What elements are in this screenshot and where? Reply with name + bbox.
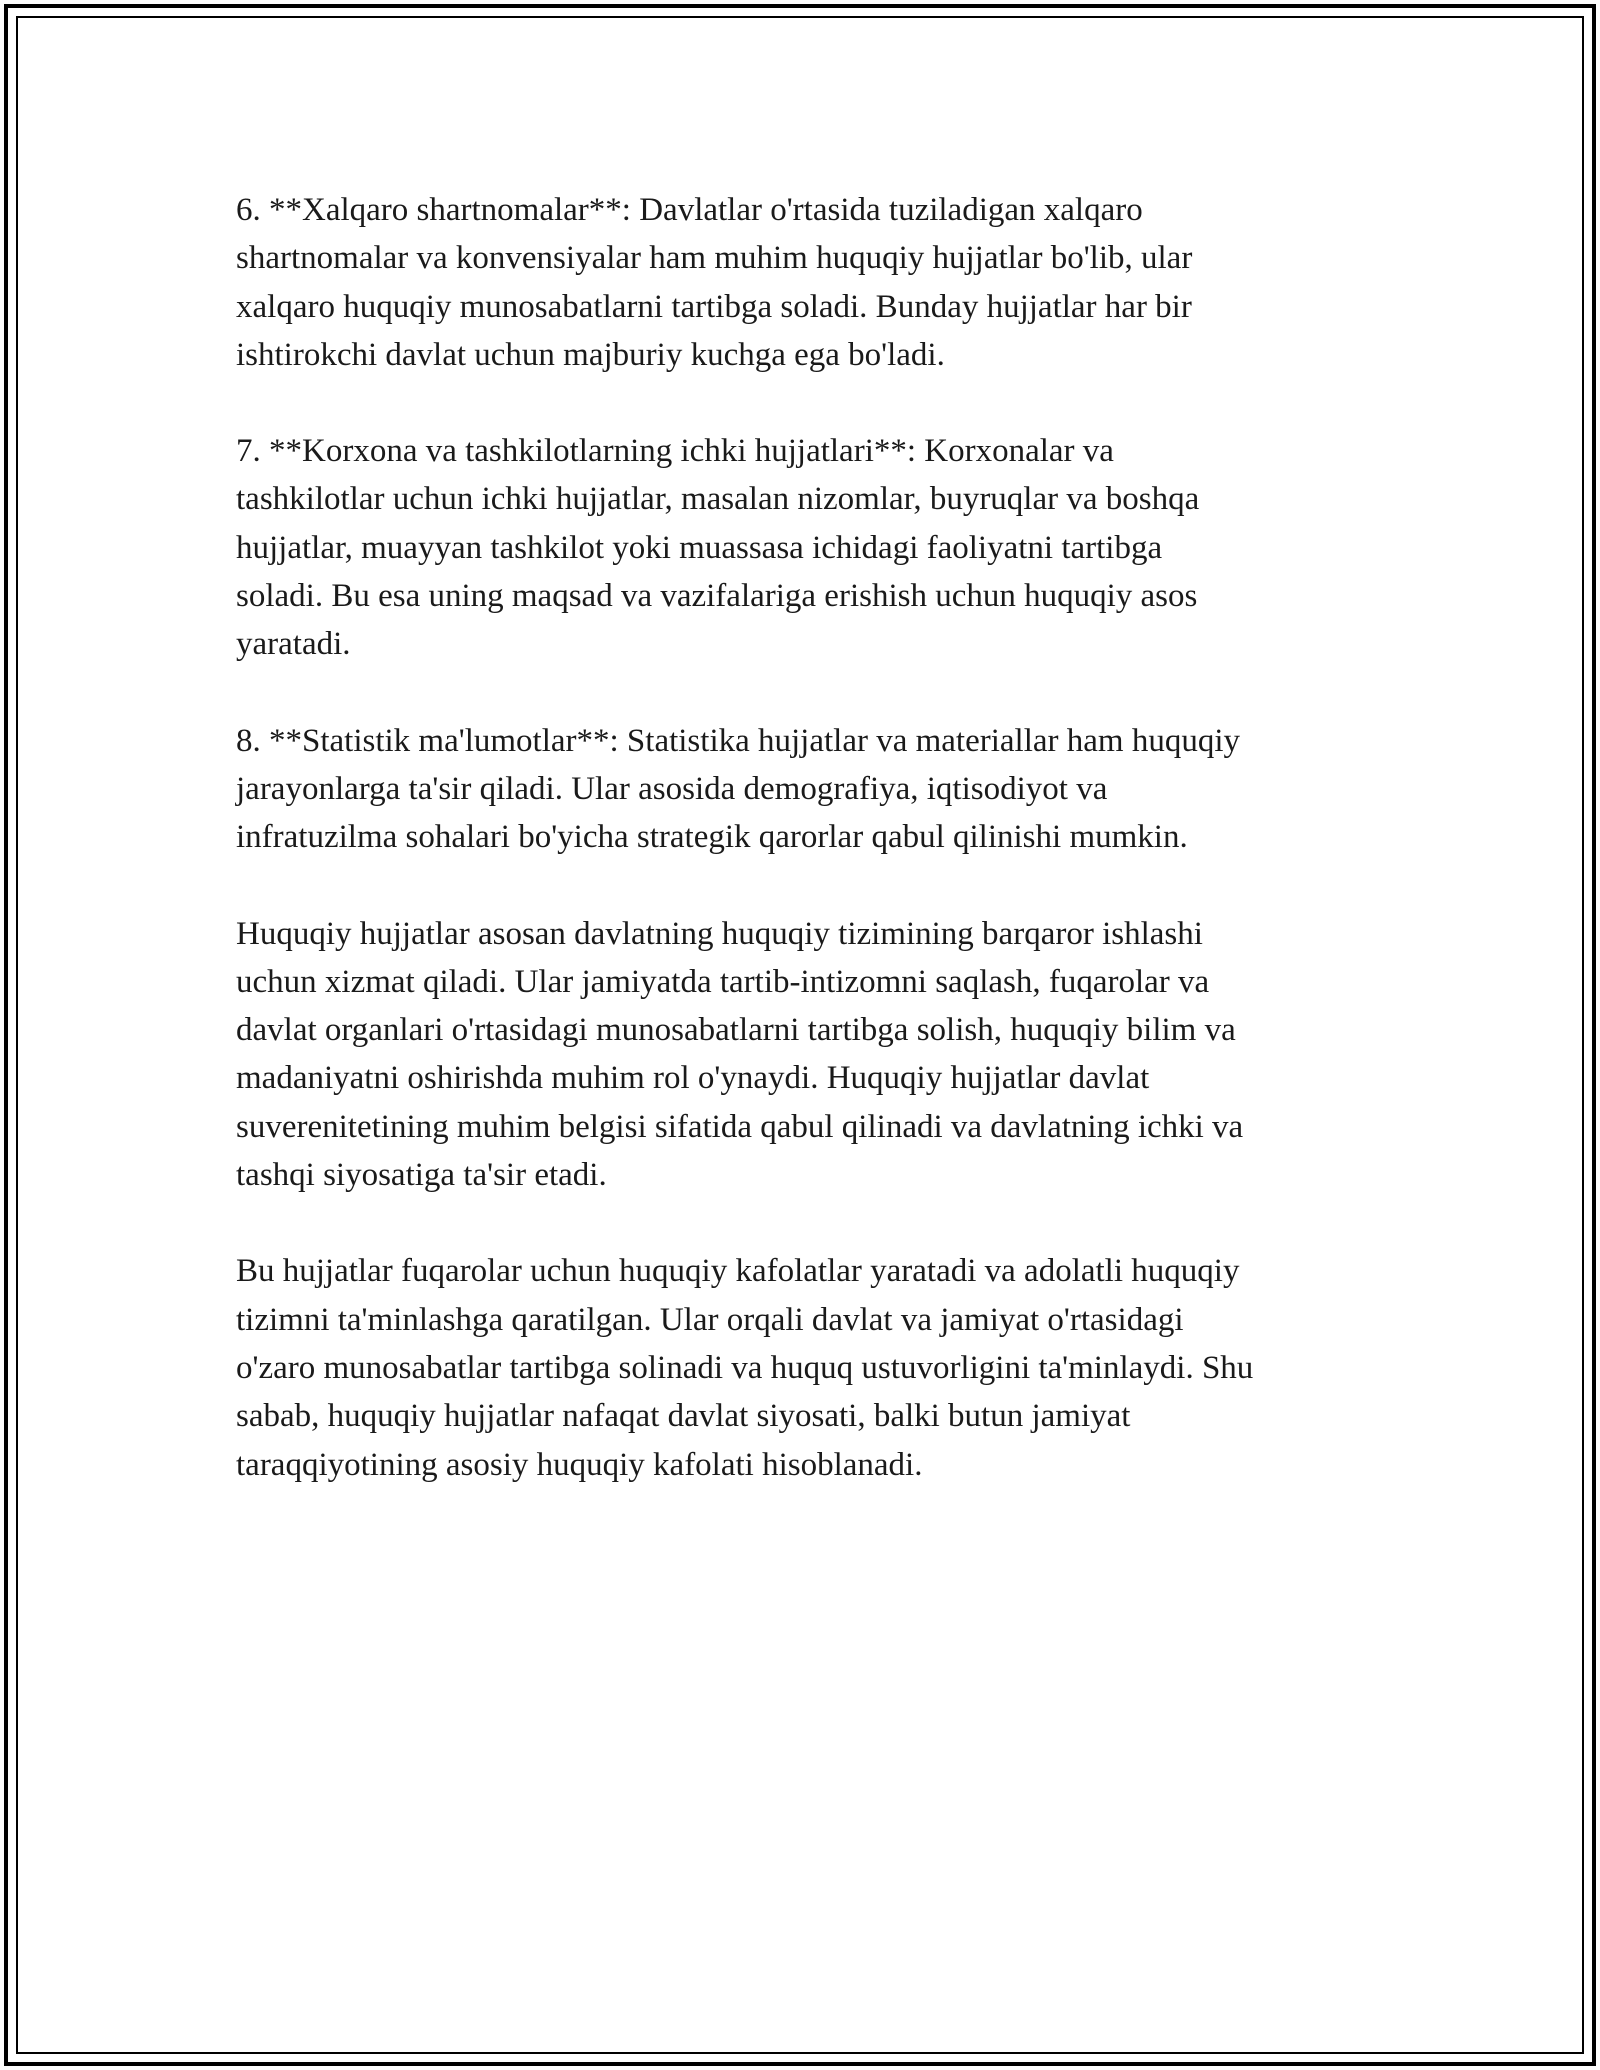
paragraph-international-treaties: 6. **Xalqaro shartnomalar**: Davlatlar o'rtasida tuziladigan xalqaro shartnomalar va konvensiyalar ham muhim huquqiy hujjatlar bo'lib, ular xalqaro huquqiy munosabatlarni tartibga soladi. Bunday hujjatlar har bir ishtirokchi davlat uchun majburiy kuchga ega bo'ladi. [236,192,1193,373]
paragraph-legal-guarantees: Bu hujjatlar fuqarolar uchun huquqiy kafolatlar yaratadi va adolatli huquqiy tizimni ta'minlashga qaratilgan. Ular orqali davlat va jamiyat o'rtasidagi o'zaro munosabatlar tartibga solinadi va huquq ustuvorligini ta'minlaydi. Shu sabab, huquqiy hujjatlar nafaqat davlat siyosati, balki butun jamiyat taraqqiyotining asosiy huquqiy kafolati hisoblanadi. [236,1253,1254,1483]
document-body [236,186,1376,1537]
paragraph-statistical-data: 8. **Statistik ma'lumotlar**: Statistika hujjatlar va materiallar ham huquqiy jarayonlarga ta'sir qiladi. Ular asosida demografiya, iqtisodiyot va infratuzilma sohalari bo'yicha strategik qarorlar qabul qilinishi mumkin. [236,722,1241,856]
paragraph-internal-documents: 7. **Korxona va tashkilotlarning ichki hujjatlari**: Korxonalar va tashkilotlar uchun ichki hujjatlar, masalan nizomlar, buyruqlar va boshqa hujjatlar, muayyan tashkilot yoki muassasa ichidagi faoliyatni tartibga soladi. Bu esa uning maqsad va vazifalariga erishish uchun huquqiy asos yaratadi. [236,433,1200,663]
paragraph-legal-system-role: Huquqiy hujjatlar asosan davlatning huquqiy tizimining barqaror ishlashi uchun xizmat qiladi. Ular jamiyatda tartib-intizomni saqlash, fuqarolar va davlat organlari o'rtasidagi munosabatlarni tartibga solish, huquqiy bilim va madaniyatni oshirishda muhim rol o'ynaydi. Huquqiy hujjatlar davlat suverenitetining muhim belgisi sifatida qabul qilinadi va davlatning ichki va tashqi siyosatiga ta'sir etadi. [236,915,1244,1194]
